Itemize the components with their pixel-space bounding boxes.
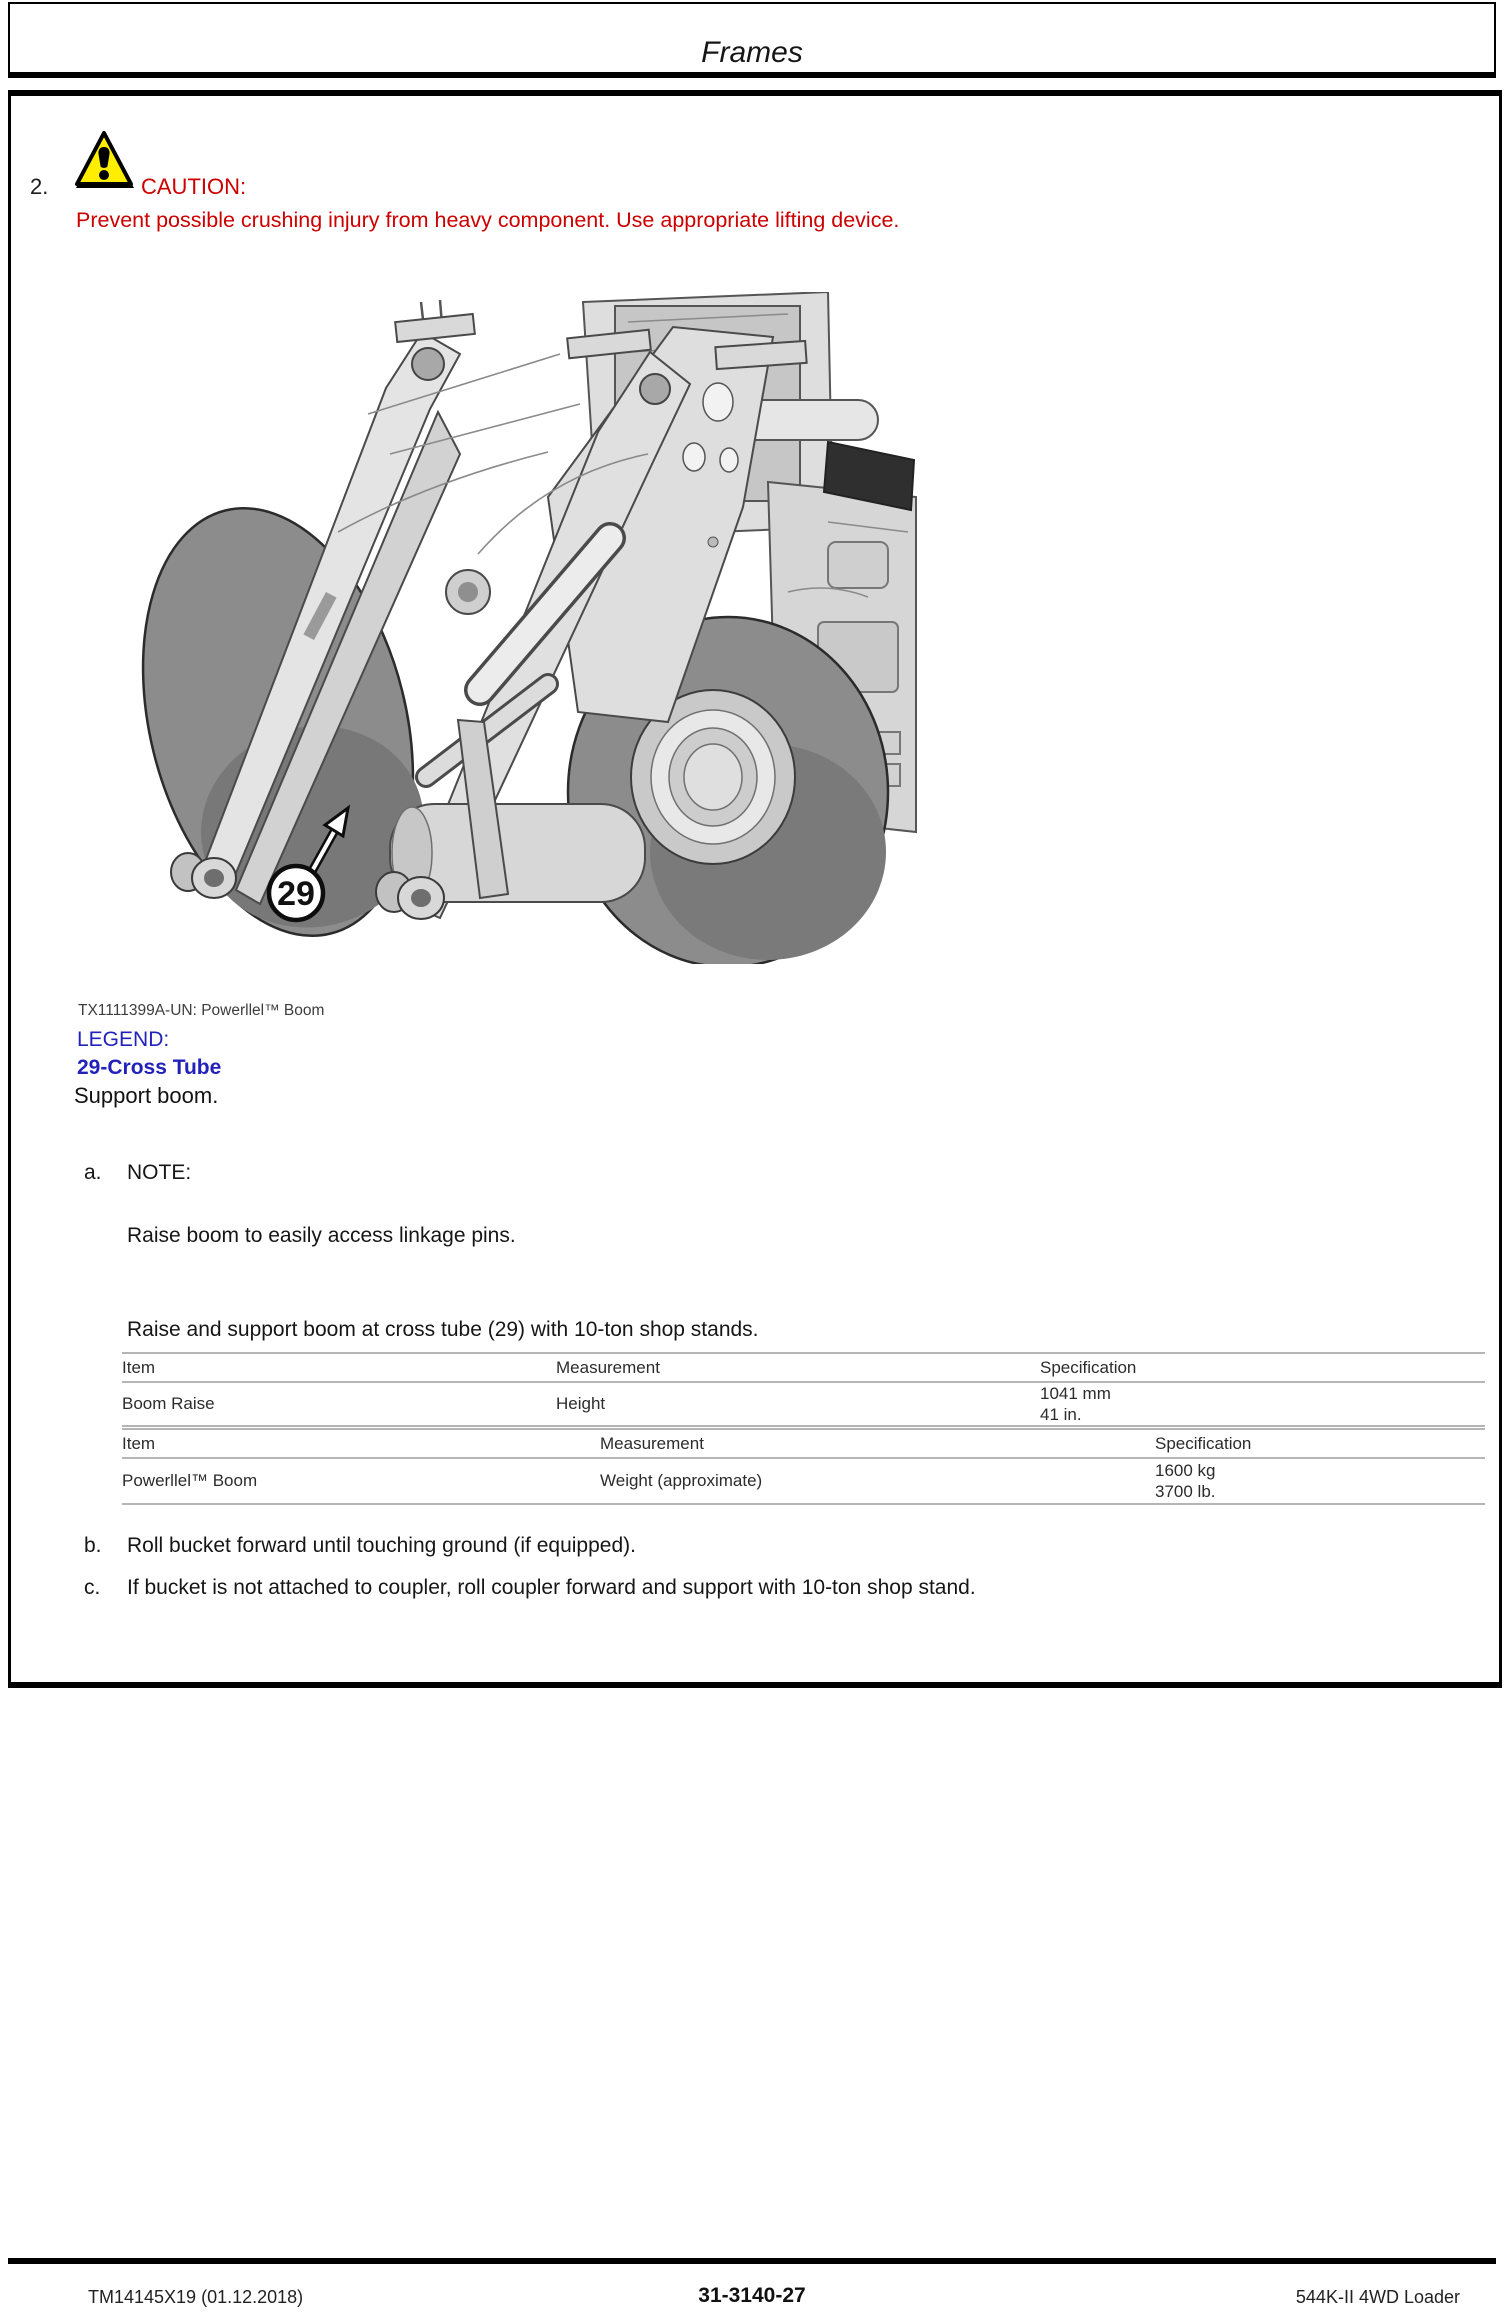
table-row: Boom Raise Height 1041 mm 41 in. (122, 1383, 1485, 1427)
cell-item: Powerllel™ Boom (122, 1471, 258, 1490)
step-b-text: Roll bucket forward until touching ground (if equipped). (127, 1534, 636, 1557)
col-header-item: Item (122, 1358, 156, 1377)
step-a-marker: a. (84, 1161, 102, 1184)
loader-illustration (128, 292, 918, 964)
step-c-text: If bucket is not attached to coupler, roll coupler forward and support with 10-ton shop stand. (127, 1576, 976, 1599)
footer-document-number: TM14145X19 (01.12.2018) (88, 2287, 304, 2307)
step-2-marker: 2. (30, 174, 49, 199)
cell-item: Boom Raise (122, 1394, 215, 1413)
spec-table-header-row (122, 1354, 1485, 1383)
warning-triangle-icon (72, 131, 138, 195)
spec-table-header-row (122, 1430, 1485, 1459)
caution-text: Prevent possible crushing injury from heavy component. Use appropriate lifting device. (76, 208, 900, 232)
step-a-instruction: Raise and support boom at cross tube (29) with 10-ton shop stands. (127, 1318, 759, 1341)
callout-number: 29 (277, 875, 315, 913)
step-a-note-label: NOTE: (127, 1161, 192, 1184)
col-header-measurement: Measurement (556, 1358, 660, 1377)
caution-label: CAUTION: (141, 174, 247, 199)
col-header-specification: Specification (1155, 1434, 1252, 1453)
legend-note: Support boom. (74, 1083, 219, 1108)
figure-caption: TX1111399A-UN: Powerllel™ Boom (78, 1002, 325, 1019)
spec-table-powerllel-boom (122, 1428, 1485, 1503)
col-header-measurement: Measurement (600, 1434, 704, 1453)
footer-model-name: 544K-II 4WD Loader (1295, 2287, 1460, 2307)
page-title: Frames (701, 36, 803, 69)
step-c-marker: c. (84, 1576, 101, 1599)
legend-label: LEGEND: (77, 1028, 170, 1051)
step-b-marker: b. (84, 1534, 102, 1557)
table-row: Powerllel™ Boom Weight (approximate) 1600 kg 3700 lb. (122, 1459, 1485, 1505)
spec-table-boom-raise (122, 1352, 1485, 1423)
step-a-note-text: Raise boom to easily access linkage pins. (127, 1224, 516, 1247)
legend-item-29: 29-Cross Tube (77, 1056, 222, 1079)
cell-measurement: Height (556, 1394, 606, 1413)
footer-page-number: 31-3140-27 (698, 2284, 806, 2307)
page-header-box (8, 2, 1496, 78)
col-header-specification: Specification (1040, 1358, 1137, 1377)
col-header-item: Item (122, 1434, 156, 1453)
cell-measurement: Weight (approximate) (600, 1471, 763, 1490)
footer-rule (8, 2258, 1496, 2264)
